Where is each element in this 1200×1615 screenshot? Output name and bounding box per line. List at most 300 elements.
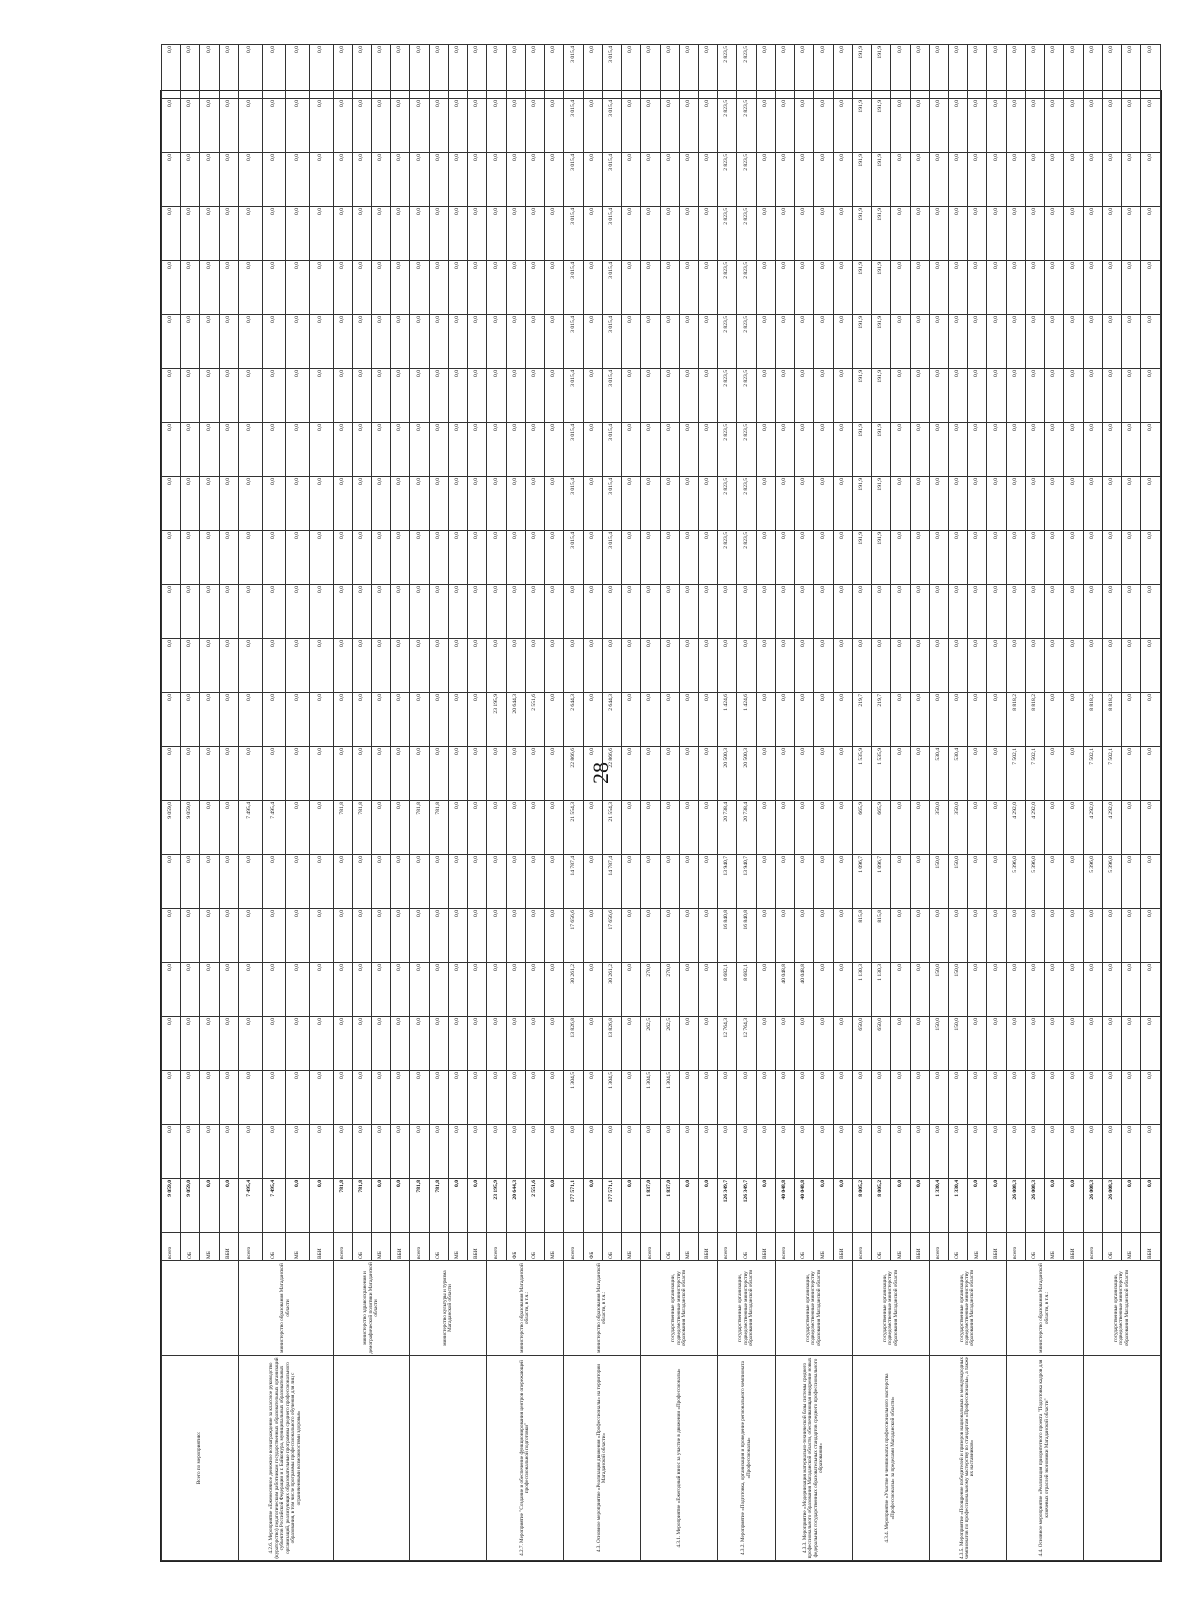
total-amount-cell: 0,0 [910,1179,929,1233]
amount-cell: 0,0 [679,261,698,315]
amount-cell: 0,0 [987,207,1006,261]
amount-cell: 191,9 [852,531,871,585]
amount-cell: 0,0 [506,747,525,801]
amount-cell: 0,0 [309,99,333,153]
amount-cell: 0,0 [309,531,333,585]
amount-cell: 3 015,4 [564,369,583,423]
amount-cell: 0,0 [1102,99,1121,153]
amount-cell: 0,0 [410,909,429,963]
amount-cell: 0,0 [795,639,814,693]
amount-cell: 0,0 [238,963,262,1017]
measure-name: 4.3.5. Мероприятие «Поощрение победителей и призеров национальных и международных чемпионатов по профессиональному мастерству по стандартам «Профессионалы», а также их наставников» [929,1356,1006,1561]
amount-cell: 0,0 [795,45,814,99]
amount-cell: 0,0 [429,261,448,315]
amount-cell: 0,0 [162,1125,181,1179]
amount-cell: 0,0 [968,99,987,153]
amount-cell: 0,0 [286,1125,310,1179]
amount-cell: 0,0 [545,315,564,369]
amount-cell: 0,0 [852,1125,871,1179]
measure-name: 4.4. Основное мероприятие «Реализация приоритетного проекта "Подготовка кадров для ключевых отраслей экономики Магаданской области" [1006,1356,1083,1561]
amount-cell: 2 823,5 [737,261,756,315]
amount-cell: 13 826,8 [564,1017,583,1071]
amount-cell: 0,0 [987,585,1006,639]
amount-cell: 0,0 [162,585,181,639]
total-amount-cell: 26 008,3 [1006,1179,1025,1233]
amount-cell: 0,0 [1045,423,1064,477]
amount-cell: 0,0 [391,693,410,747]
amount-cell: 0,0 [448,477,467,531]
amount-cell: 0,0 [987,1017,1006,1071]
amount-cell: 0,0 [1102,1071,1121,1125]
amount-cell: 0,0 [814,45,833,99]
amount-cell: 0,0 [1045,747,1064,801]
amount-cell: 0,0 [1141,747,1161,801]
amount-cell: 3 015,4 [602,369,621,423]
amount-cell: 0,0 [756,423,775,477]
amount-cell: 0,0 [238,261,262,315]
amount-cell: 0,0 [968,801,987,855]
amount-cell: 0,0 [1083,423,1102,477]
amount-cell: 0,0 [698,369,717,423]
amount-cell: 0,0 [775,909,794,963]
amount-cell: 0,0 [968,747,987,801]
amount-cell: 0,0 [309,855,333,909]
amount-cell: 0,0 [968,909,987,963]
amount-cell: 0,0 [181,369,200,423]
amount-cell: 0,0 [309,423,333,477]
funding-source: ВБИ [219,1233,238,1261]
amount-cell: 8 818,2 [1025,693,1044,747]
funding-source: всего [333,1233,352,1261]
funding-source: ВБИ [987,1233,1006,1261]
amount-cell: 0,0 [309,1125,333,1179]
table-row [162,45,181,1561]
funding-source: ФБ [506,1233,525,1261]
amount-cell: 0,0 [1064,1125,1083,1179]
amount-cell: 0,0 [410,423,429,477]
amount-cell: 0,0 [262,909,286,963]
amount-cell: 0,0 [219,1071,238,1125]
amount-cell: 21 554,3 [564,801,583,855]
amount-cell: 0,0 [162,909,181,963]
amount-cell: 1 130,3 [872,963,891,1017]
amount-cell: 0,0 [949,153,968,207]
amount-cell: 0,0 [910,153,929,207]
amount-cell: 0,0 [410,261,429,315]
amount-cell: 0,0 [583,99,602,153]
amount-cell: 0,0 [1122,1017,1141,1071]
amount-cell: 17 656,6 [602,909,621,963]
amount-cell: 0,0 [468,1071,487,1125]
amount-cell: 0,0 [200,531,219,585]
amount-cell: 0,0 [987,1071,1006,1125]
amount-cell: 0,0 [795,747,814,801]
amount-cell: 781,8 [352,801,371,855]
amount-cell: 0,0 [162,747,181,801]
amount-cell: 21 554,3 [602,801,621,855]
amount-cell: 0,0 [737,585,756,639]
amount-cell: 3 015,4 [564,531,583,585]
amount-cell: 0,0 [391,585,410,639]
amount-cell: 1 130,3 [852,963,871,1017]
amount-cell: 16 840,8 [718,909,737,963]
amount-cell: 0,0 [371,585,390,639]
amount-cell: 0,0 [660,1125,679,1179]
amount-cell: 0,0 [660,99,679,153]
amount-cell: 0,0 [833,207,852,261]
amount-cell: 0,0 [410,585,429,639]
amount-cell: 0,0 [262,693,286,747]
amount-cell: 0,0 [162,369,181,423]
amount-cell: 0,0 [262,45,286,99]
total-amount-cell: 8 005,2 [852,1179,871,1233]
amount-cell: 0,0 [564,585,583,639]
funding-source: ФБ [583,1233,602,1261]
amount-cell: 0,0 [506,423,525,477]
amount-cell: 0,0 [987,855,1006,909]
amount-cell: 0,0 [987,99,1006,153]
amount-cell: 9 059,0 [181,801,200,855]
amount-cell: 191,9 [852,369,871,423]
amount-cell: 0,0 [641,99,660,153]
amount-cell: 0,0 [1025,369,1044,423]
amount-cell: 0,0 [795,477,814,531]
amount-cell: 0,0 [872,585,891,639]
amount-cell: 0,0 [679,801,698,855]
amount-cell: 0,0 [910,531,929,585]
amount-cell: 0,0 [200,963,219,1017]
amount-cell: 0,0 [410,1071,429,1125]
amount-cell: 0,0 [583,585,602,639]
amount-cell: 0,0 [468,153,487,207]
amount-cell: 0,0 [162,45,181,99]
amount-cell: 0,0 [262,963,286,1017]
amount-cell: 0,0 [262,315,286,369]
amount-cell: 0,0 [448,99,467,153]
amount-cell: 0,0 [929,585,948,639]
amount-cell: 0,0 [756,207,775,261]
amount-cell: 0,0 [1141,1125,1161,1179]
amount-cell: 0,0 [1141,315,1161,369]
amount-cell: 150,0 [929,855,948,909]
amount-cell: 0,0 [1083,99,1102,153]
amount-cell: 0,0 [525,585,544,639]
amount-cell: 0,0 [1141,801,1161,855]
amount-cell: 0,0 [622,585,641,639]
funding-source: ОБ [181,1233,200,1261]
amount-cell: 0,0 [286,477,310,531]
amount-cell: 0,0 [891,477,910,531]
amount-cell: 0,0 [929,909,948,963]
amount-cell: 0,0 [162,315,181,369]
amount-cell: 2 823,5 [737,153,756,207]
amount-cell: 1 535,9 [852,747,871,801]
amount-cell: 0,0 [309,585,333,639]
amount-cell: 0,0 [1122,477,1141,531]
amount-cell: 815,8 [872,909,891,963]
amount-cell: 2 823,5 [737,315,756,369]
amount-cell: 0,0 [506,261,525,315]
amount-cell: 0,0 [814,423,833,477]
amount-cell: 0,0 [949,909,968,963]
measure-name: Всего по мероприятию: [162,1356,239,1561]
amount-cell: 0,0 [506,531,525,585]
amount-cell: 0,0 [775,45,794,99]
amount-cell: 2 823,5 [737,369,756,423]
amount-cell: 0,0 [487,153,506,207]
amount-cell: 0,0 [487,801,506,855]
amount-cell: 0,0 [286,963,310,1017]
amount-cell: 0,0 [391,477,410,531]
amount-cell: 2 551,6 [525,693,544,747]
amount-cell: 0,0 [891,207,910,261]
funding-source: МБ [891,1233,910,1261]
amount-cell: 0,0 [487,1125,506,1179]
amount-cell: 0,0 [1045,207,1064,261]
amount-cell: 0,0 [286,693,310,747]
amount-cell: 0,0 [1064,639,1083,693]
amount-cell: 0,0 [219,801,238,855]
amount-cell: 0,0 [371,45,390,99]
amount-cell: 0,0 [262,423,286,477]
amount-cell: 0,0 [1064,585,1083,639]
amount-cell: 0,0 [910,747,929,801]
amount-cell: 0,0 [1102,585,1121,639]
amount-cell: 0,0 [286,855,310,909]
amount-cell: 0,0 [162,207,181,261]
amount-cell: 0,0 [429,477,448,531]
amount-cell: 0,0 [1102,909,1121,963]
executor-name: министерство образования Магаданской области [238,1261,333,1356]
total-amount-cell: 1 330,4 [949,1179,968,1233]
amount-cell: 0,0 [698,45,717,99]
amount-cell: 0,0 [814,855,833,909]
amount-cell: 0,0 [487,315,506,369]
funding-source: ОБ [660,1233,679,1261]
amount-cell: 3 015,4 [602,423,621,477]
total-amount-cell: 0,0 [200,1179,219,1233]
amount-cell: 0,0 [262,1125,286,1179]
amount-cell: 0,0 [200,639,219,693]
amount-cell: 20 738,4 [737,801,756,855]
amount-cell: 1 304,5 [660,1071,679,1125]
amount-cell: 0,0 [756,963,775,1017]
amount-cell: 0,0 [1045,1017,1064,1071]
funding-source: всего [564,1233,583,1261]
amount-cell: 0,0 [1102,261,1121,315]
amount-cell: 0,0 [814,963,833,1017]
amount-cell: 2 644,3 [564,693,583,747]
amount-cell: 0,0 [756,531,775,585]
amount-cell: 0,0 [181,693,200,747]
budget-table-body [162,45,1161,1561]
funding-source: всего [852,1233,871,1261]
amount-cell: 0,0 [506,585,525,639]
amount-cell: 0,0 [487,909,506,963]
amount-cell: 0,0 [949,477,968,531]
amount-cell: 0,0 [333,99,352,153]
amount-cell: 0,0 [1141,639,1161,693]
amount-cell: 0,0 [1006,261,1025,315]
amount-cell: 0,0 [1141,693,1161,747]
amount-cell: 0,0 [1141,963,1161,1017]
amount-cell: 0,0 [200,477,219,531]
amount-cell: 0,0 [309,801,333,855]
amount-cell: 0,0 [506,855,525,909]
amount-cell: 0,0 [181,963,200,1017]
amount-cell: 0,0 [333,585,352,639]
amount-cell: 3 015,4 [602,45,621,99]
amount-cell: 781,8 [410,801,429,855]
executor-name: министерство культуры и туризма Магаданской области [410,1261,487,1356]
amount-cell: 0,0 [333,477,352,531]
amount-cell: 0,0 [200,747,219,801]
amount-cell: 0,0 [872,1125,891,1179]
amount-cell: 0,0 [371,801,390,855]
amount-cell: 30 261,2 [564,963,583,1017]
amount-cell: 0,0 [391,1071,410,1125]
amount-cell: 13 940,7 [737,855,756,909]
amount-cell: 0,0 [1025,909,1044,963]
amount-cell: 0,0 [583,693,602,747]
amount-cell: 0,0 [238,693,262,747]
amount-cell: 0,0 [238,369,262,423]
amount-cell: 0,0 [679,585,698,639]
amount-cell: 0,0 [371,261,390,315]
amount-cell: 0,0 [814,693,833,747]
table-row [852,45,871,1561]
amount-cell: 0,0 [929,99,948,153]
total-amount-cell: 781,8 [352,1179,371,1233]
amount-cell: 0,0 [333,855,352,909]
amount-cell: 0,0 [583,639,602,693]
amount-cell: 0,0 [1064,531,1083,585]
amount-cell: 22 866,6 [602,747,621,801]
amount-cell: 2 823,5 [737,99,756,153]
amount-cell: 0,0 [775,99,794,153]
amount-cell: 0,0 [891,963,910,1017]
amount-cell: 0,0 [286,45,310,99]
amount-cell: 0,0 [429,1017,448,1071]
amount-cell: 0,0 [333,963,352,1017]
amount-cell: 0,0 [487,423,506,477]
amount-cell: 2 823,5 [737,207,756,261]
amount-cell: 0,0 [583,477,602,531]
amount-cell: 0,0 [775,855,794,909]
amount-cell: 0,0 [1141,585,1161,639]
amount-cell: 0,0 [756,855,775,909]
amount-cell: 0,0 [891,531,910,585]
rotated-table-container [161,46,1161,1561]
amount-cell: 0,0 [181,261,200,315]
amount-cell: 0,0 [910,801,929,855]
amount-cell: 0,0 [1122,99,1141,153]
amount-cell: 13 940,7 [718,855,737,909]
amount-cell: 0,0 [371,693,390,747]
executor-name: государственные организации, подведомственные министерству образования Магаданской области [718,1261,776,1356]
amount-cell: 0,0 [391,1125,410,1179]
amount-cell: 191,9 [852,315,871,369]
amount-cell: 0,0 [1083,909,1102,963]
amount-cell: 0,0 [698,99,717,153]
amount-cell: 3 015,4 [564,261,583,315]
amount-cell: 20 644,3 [506,693,525,747]
total-amount-cell: 0,0 [891,1179,910,1233]
amount-cell: 0,0 [660,261,679,315]
amount-cell: 0,0 [795,1125,814,1179]
amount-cell: 0,0 [352,207,371,261]
amount-cell: 0,0 [679,369,698,423]
amount-cell: 0,0 [968,315,987,369]
amount-cell: 1 304,5 [641,1071,660,1125]
amount-cell: 0,0 [1006,531,1025,585]
amount-cell: 8 682,1 [737,963,756,1017]
amount-cell: 219,7 [852,693,871,747]
executor-name: государственные организации, подведомственные министерству образования Магаданской области [929,1261,1006,1356]
amount-cell: 0,0 [564,639,583,693]
amount-cell: 4 292,0 [1006,801,1025,855]
amount-cell: 150,0 [949,1017,968,1071]
amount-cell: 0,0 [814,801,833,855]
amount-cell: 0,0 [352,639,371,693]
amount-cell: 0,0 [262,99,286,153]
amount-cell: 0,0 [468,1017,487,1071]
amount-cell: 0,0 [872,639,891,693]
funding-source: ВБИ [698,1233,717,1261]
amount-cell: 0,0 [679,153,698,207]
amount-cell: 0,0 [525,801,544,855]
amount-cell: 0,0 [775,1017,794,1071]
total-amount-cell: 177 571,1 [602,1179,621,1233]
amount-cell: 2 823,5 [718,45,737,99]
amount-cell: 8 818,2 [1102,693,1121,747]
amount-cell: 0,0 [833,909,852,963]
amount-cell: 0,0 [468,963,487,1017]
amount-cell: 0,0 [1045,153,1064,207]
amount-cell: 0,0 [679,315,698,369]
amount-cell: 0,0 [1083,153,1102,207]
amount-cell: 0,0 [1122,909,1141,963]
amount-cell: 3 015,4 [564,153,583,207]
funding-source: всего [1083,1233,1102,1261]
amount-cell: 0,0 [698,207,717,261]
amount-cell: 0,0 [833,639,852,693]
amount-cell: 0,0 [410,747,429,801]
amount-cell: 0,0 [1122,261,1141,315]
amount-cell: 0,0 [262,153,286,207]
total-amount-cell: 40 048,8 [795,1179,814,1233]
amount-cell: 0,0 [309,747,333,801]
amount-cell: 0,0 [262,531,286,585]
amount-cell: 0,0 [181,45,200,99]
amount-cell: 0,0 [1045,963,1064,1017]
amount-cell: 0,0 [1141,153,1161,207]
amount-cell: 0,0 [641,261,660,315]
total-amount-cell: 126 349,7 [718,1179,737,1233]
table-row [564,45,583,1561]
amount-cell: 0,0 [219,639,238,693]
amount-cell: 0,0 [448,693,467,747]
amount-cell: 0,0 [429,585,448,639]
amount-cell: 0,0 [891,909,910,963]
amount-cell: 0,0 [622,315,641,369]
amount-cell: 0,0 [987,153,1006,207]
amount-cell: 2 823,5 [718,369,737,423]
amount-cell: 0,0 [968,1125,987,1179]
amount-cell: 0,0 [641,585,660,639]
amount-cell: 0,0 [506,153,525,207]
amount-cell: 150,0 [929,1017,948,1071]
